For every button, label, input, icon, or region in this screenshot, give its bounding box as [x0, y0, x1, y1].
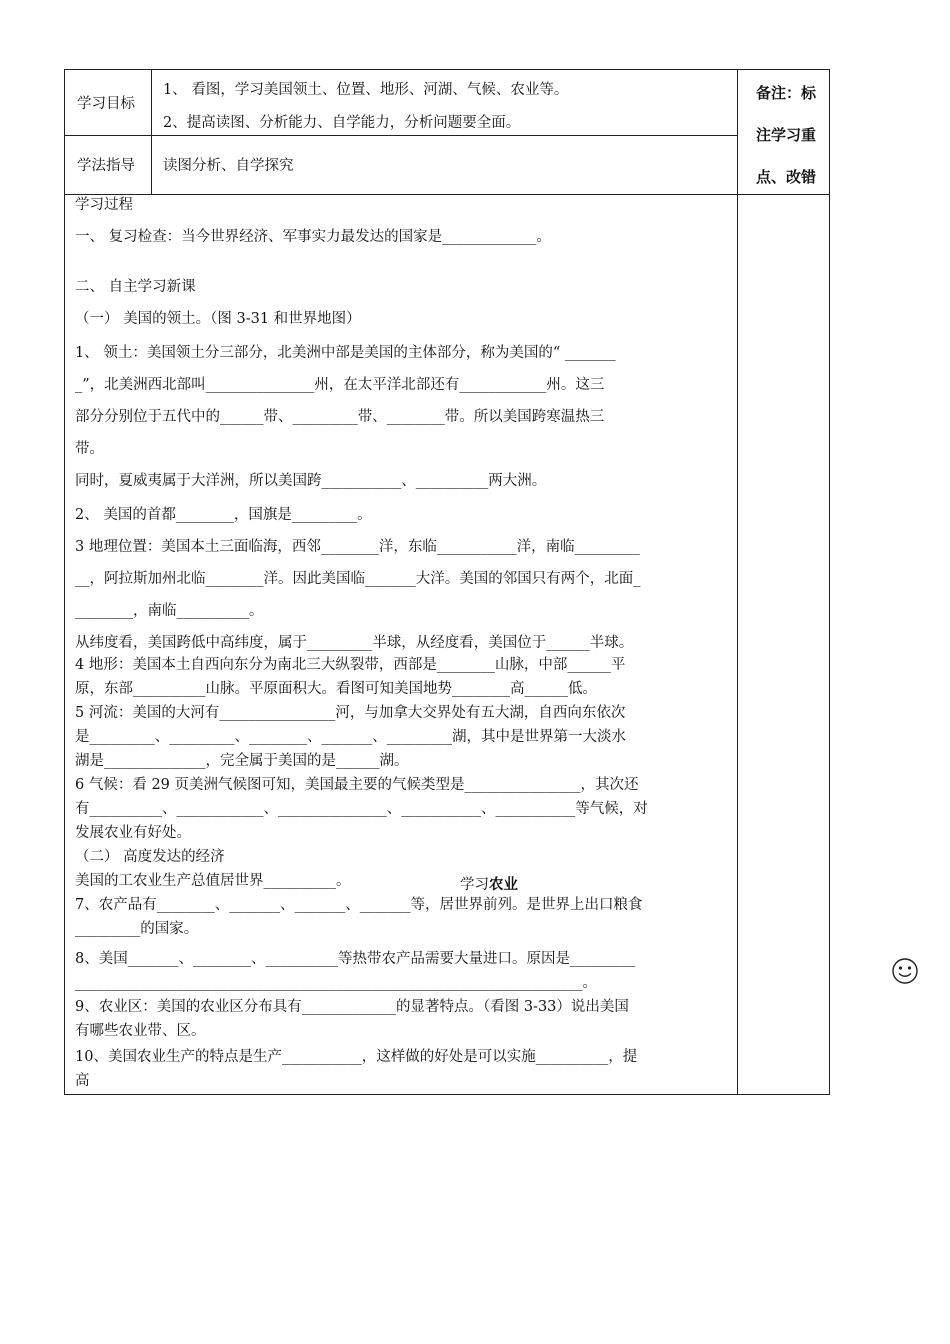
body-line: 8、美国_______、________、__________等热带农产品需要大量进口。原因是_________ [75, 951, 636, 967]
method-label: 学法指导 [77, 158, 135, 174]
body-line: （一） 美国的领土。（图 3-31 和世界地图） [75, 311, 361, 327]
body-line: 部分分别位于五代中的______带、_________带、________带。所以美国跨寒温热三 [75, 409, 605, 425]
notes-line-2: 注学习重 [756, 126, 817, 144]
body-line: 是_________、_________、________、_______、_________湖，其中是世界第一大淡水 [75, 729, 626, 745]
body-line: 2、 美国的首都________，国旗是_________。 [75, 507, 372, 523]
body-line: 同时，夏威夷属于大洋洲，所以美国跨___________、__________两大洲。 [75, 473, 547, 489]
body-line: 发展农业有好处。 [75, 825, 191, 841]
body-line: 4 地形：美国本土自西向东分为南北三大纵裂带，西部是________山脉，中部______平 [75, 657, 626, 673]
body-line: 6 气候：看 29 页美洲气候图可知，美国最主要的气候类型是________________，其次还 [75, 777, 639, 793]
body-line: 5 河流：美国的大河有________________河，与加拿大交界处有五大湖，自西向东依次 [75, 705, 626, 721]
body-line: _________的国家。 [75, 921, 199, 937]
body-line: 原，东部__________山脉。平原面积大。看图可知美国地势________高______低。 [75, 681, 597, 697]
body-line: 湖是______________，完全属于美国的是______湖。 [75, 753, 409, 769]
body-line: 有__________、____________、_______________、___________、___________等气候，对 [75, 801, 648, 817]
study-agriculture-heading [460, 875, 518, 895]
table-divider [151, 70, 152, 194]
body-line: 7、农产品有________、_______、_______、_______等，居世界前列。是世界上出口粮食 [75, 897, 643, 913]
table-divider [737, 70, 738, 1095]
worksheet-table [64, 69, 830, 1095]
body-line: ______________________________________________________________________。 [75, 975, 597, 991]
table-divider [65, 194, 830, 195]
body-line: （二） 高度发达的经济 [75, 849, 225, 865]
body-line: 二、 自主学习新课 [75, 279, 196, 295]
body-line: 3 地理位置：美国本土三面临海，西邻________洋，东临___________洋，南临_________ [75, 539, 640, 555]
body-line: 一、 复习检查：当今世界经济、军事实力最发达的国家是_____________。 [75, 229, 551, 245]
notes-column [748, 70, 830, 198]
goal-label: 学习目标 [77, 96, 135, 112]
body-line: 美国的工农业生产总值居世界__________。 [75, 873, 351, 889]
body-line: 9、农业区：美国的农业区分布具有_____________的显著特点。（看图 3-33）说出美国 [75, 999, 629, 1015]
body-line: 1、 领土：美国领土分三部分，北美洲中部是美国的主体部分，称为美国的“ _______ [75, 345, 616, 361]
table-divider [65, 135, 737, 136]
smiley-face-icon [890, 956, 920, 986]
study-topic: 农业 [489, 876, 518, 893]
body-line: __，阿拉斯加州北临________洋。因此美国临_______大洋。美国的邻国只有两个，北面_ [75, 571, 641, 587]
method-text: 读图分析、自学探究 [163, 158, 294, 174]
body-line: 从纬度看，美国跨低中高纬度，属于_________半球，从经度看，美国位于______半球。 [75, 635, 634, 651]
goal-line-2: 2、提高读图、分析能力、自学能力，分析问题要全面。 [163, 115, 521, 131]
body-line: 高 [75, 1073, 90, 1089]
body-line: 学习过程 [75, 197, 133, 213]
notes-line-3: 点、改错 [756, 168, 817, 186]
body-line: _”，北美洲西北部叫_______________州，在太平洋北部还有____________州。这三 [75, 377, 605, 393]
goal-line-1: 1、 看图，学习美国领土、位置、地形、河湖、气候、农业等。 [163, 82, 569, 98]
body-line: 10、美国农业生产的特点是生产___________，这样做的好处是可以实施__________，提 [75, 1049, 638, 1065]
body-line: 带。 [75, 441, 104, 457]
body-line: 有哪些农业带、区。 [75, 1023, 206, 1039]
body-line: ________，南临__________。 [75, 603, 264, 619]
study-prefix: 学习 [460, 877, 489, 893]
notes-line-1: 备注：标 [756, 84, 817, 102]
